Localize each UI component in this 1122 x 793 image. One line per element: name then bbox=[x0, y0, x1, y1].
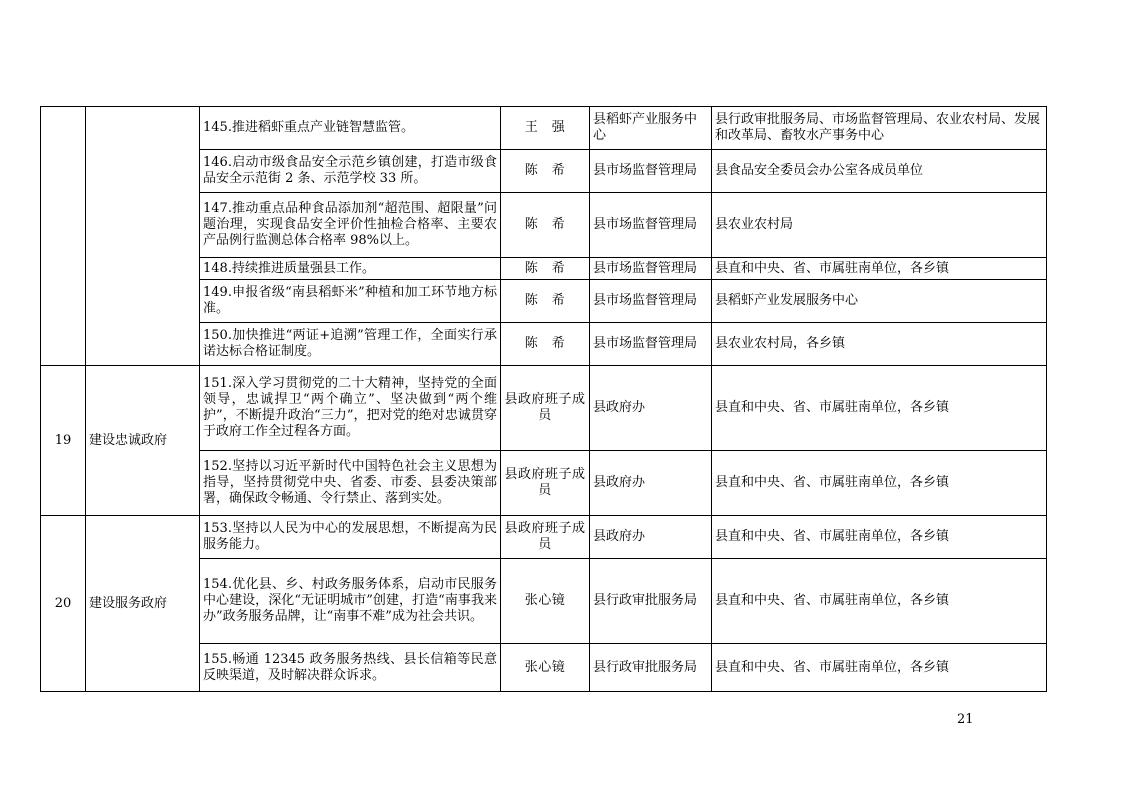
cooperating-units: 县直和中央、省、市属驻南单位，各乡镇 bbox=[712, 451, 1047, 516]
responsible-unit: 县市场监督管理局 bbox=[590, 280, 712, 323]
responsible-unit: 县政府办 bbox=[590, 516, 712, 559]
table-row bbox=[41, 107, 1047, 150]
lead-official: 陈 希 bbox=[501, 193, 590, 258]
section-number bbox=[41, 107, 86, 366]
lead-official: 陈 希 bbox=[501, 150, 590, 193]
cooperating-units: 县食品安全委员会办公室各成员单位 bbox=[712, 150, 1047, 193]
task-text: 154.优化县、乡、村政务服务体系，启动市民服务中心建设，深化“无证明城市”创建，打造“南事我来办”政务服务品牌，让“南事不难”成为社会共识。 bbox=[200, 559, 501, 644]
section-number: 20 bbox=[41, 516, 86, 692]
cooperating-units: 县稻虾产业发展服务中心 bbox=[712, 280, 1047, 323]
section-category bbox=[86, 107, 200, 366]
cooperating-units: 县直和中央、省、市属驻南单位，各乡镇 bbox=[712, 516, 1047, 559]
task-table bbox=[40, 106, 1047, 692]
lead-official: 陈 希 bbox=[501, 258, 590, 280]
lead-official: 王 强 bbox=[501, 107, 590, 150]
table-row bbox=[41, 516, 1047, 559]
section-category: 建设忠诚政府 bbox=[86, 366, 200, 516]
table-body bbox=[41, 107, 1047, 692]
cooperating-units: 县直和中央、省、市属驻南单位，各乡镇 bbox=[712, 644, 1047, 692]
table-row bbox=[41, 366, 1047, 451]
page-number: 21 bbox=[957, 712, 974, 727]
lead-official: 张心镜 bbox=[501, 644, 590, 692]
task-text: 151.深入学习贯彻党的二十大精神，坚持党的全面领导，忠诚捍卫“两个确立”、坚决做到“两个维护”，不断提升政治“三力”，把对党的绝对忠诚贯穿于政府工作全过程各方面。 bbox=[200, 366, 501, 451]
lead-official: 县政府班子成员 bbox=[501, 516, 590, 559]
responsible-unit: 县行政审批服务局 bbox=[590, 559, 712, 644]
lead-official: 张心镜 bbox=[501, 559, 590, 644]
task-text: 147.推动重点品种食品添加剂“超范围、超限量”问题治理，实现食品安全评价性抽检合格率、主要农产品例行监测总体合格率 98%以上。 bbox=[200, 193, 501, 258]
cooperating-units: 县直和中央、省、市属驻南单位，各乡镇 bbox=[712, 258, 1047, 280]
task-text: 155.畅通 12345 政务服务热线、县长信箱等民意反映渠道，及时解决群众诉求。 bbox=[200, 644, 501, 692]
cooperating-units: 县行政审批服务局、市场监督管理局、农业农村局、发展和改革局、畜牧水产事务中心 bbox=[712, 107, 1047, 150]
responsible-unit: 县市场监督管理局 bbox=[590, 323, 712, 366]
task-text: 152.坚持以习近平新时代中国特色社会主义思想为指导，坚持贯彻党中央、省委、市委、县委决策部署，确保政令畅通、令行禁止、落到实处。 bbox=[200, 451, 501, 516]
cooperating-units: 县农业农村局，各乡镇 bbox=[712, 323, 1047, 366]
lead-official: 县政府班子成员 bbox=[501, 366, 590, 451]
task-text: 145.推进稻虾重点产业链智慧监管。 bbox=[200, 107, 501, 150]
lead-official: 县政府班子成员 bbox=[501, 451, 590, 516]
task-text: 146.启动市级食品安全示范乡镇创建，打造市级食品安全示范街 2 条、示范学校 33 所。 bbox=[200, 150, 501, 193]
cooperating-units: 县农业农村局 bbox=[712, 193, 1047, 258]
section-number: 19 bbox=[41, 366, 86, 516]
cooperating-units: 县直和中央、省、市属驻南单位，各乡镇 bbox=[712, 559, 1047, 644]
task-text: 150.加快推进“两证+追溯”管理工作，全面实行承诺达标合格证制度。 bbox=[200, 323, 501, 366]
task-text: 148.持续推进质量强县工作。 bbox=[200, 258, 501, 280]
responsible-unit: 县政府办 bbox=[590, 366, 712, 451]
responsible-unit: 县政府办 bbox=[590, 451, 712, 516]
responsible-unit: 县稻虾产业服务中心 bbox=[590, 107, 712, 150]
responsible-unit: 县行政审批服务局 bbox=[590, 644, 712, 692]
lead-official: 陈 希 bbox=[501, 323, 590, 366]
responsible-unit: 县市场监督管理局 bbox=[590, 150, 712, 193]
section-category: 建设服务政府 bbox=[86, 516, 200, 692]
responsible-unit: 县市场监督管理局 bbox=[590, 258, 712, 280]
responsible-unit: 县市场监督管理局 bbox=[590, 193, 712, 258]
task-text: 153.坚持以人民为中心的发展思想，不断提高为民服务能力。 bbox=[200, 516, 501, 559]
task-text: 149.申报省级“南县稻虾米”种植和加工环节地方标准。 bbox=[200, 280, 501, 323]
cooperating-units: 县直和中央、省、市属驻南单位，各乡镇 bbox=[712, 366, 1047, 451]
lead-official: 陈 希 bbox=[501, 280, 590, 323]
